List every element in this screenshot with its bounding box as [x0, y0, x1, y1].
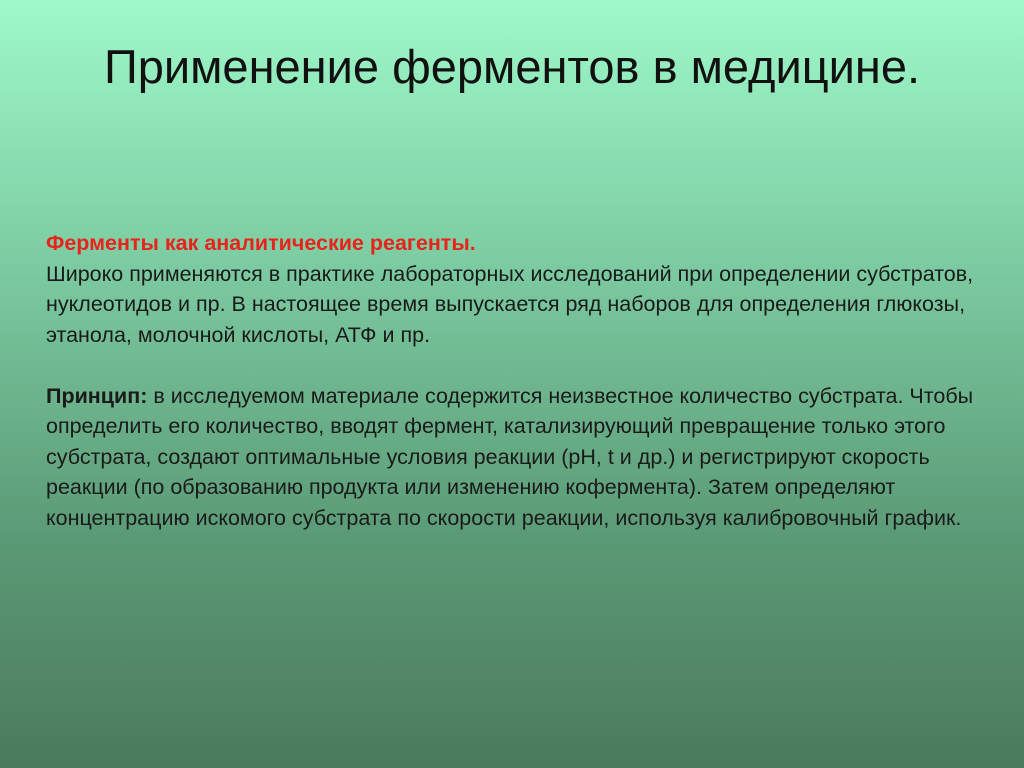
paragraph-spacer — [46, 350, 996, 381]
section-heading: Ферменты как аналитические реагенты. — [46, 231, 476, 255]
principle-paragraph — [46, 381, 996, 534]
principle-label: Принцип: — [46, 383, 148, 408]
slide-body — [46, 228, 996, 533]
principle-text: в исследуемом материале содержится неизвестное количество субстрата. Чтобы определить его количество, вводят фермент, катализирующий превращение только этого субстрата, создают оптимальные условия реакции (рН, t и др.) и регистрируют скорость реакции (по образованию продукта или изменению кофермента). Затем определяют концентрацию искомого субстрата по скорости реакции, используя калибровочный график. — [46, 383, 974, 530]
section-paragraph: Широко применяются в практике лабораторных исследований при определении субстратов, нуклеотидов и пр. В настоящее время выпускается ряд наборов для определения глюкозы, этанола, молочной кислоты, АТФ и пр. — [46, 261, 974, 347]
slide-title: Применение ферментов в медицине. — [103, 40, 921, 93]
